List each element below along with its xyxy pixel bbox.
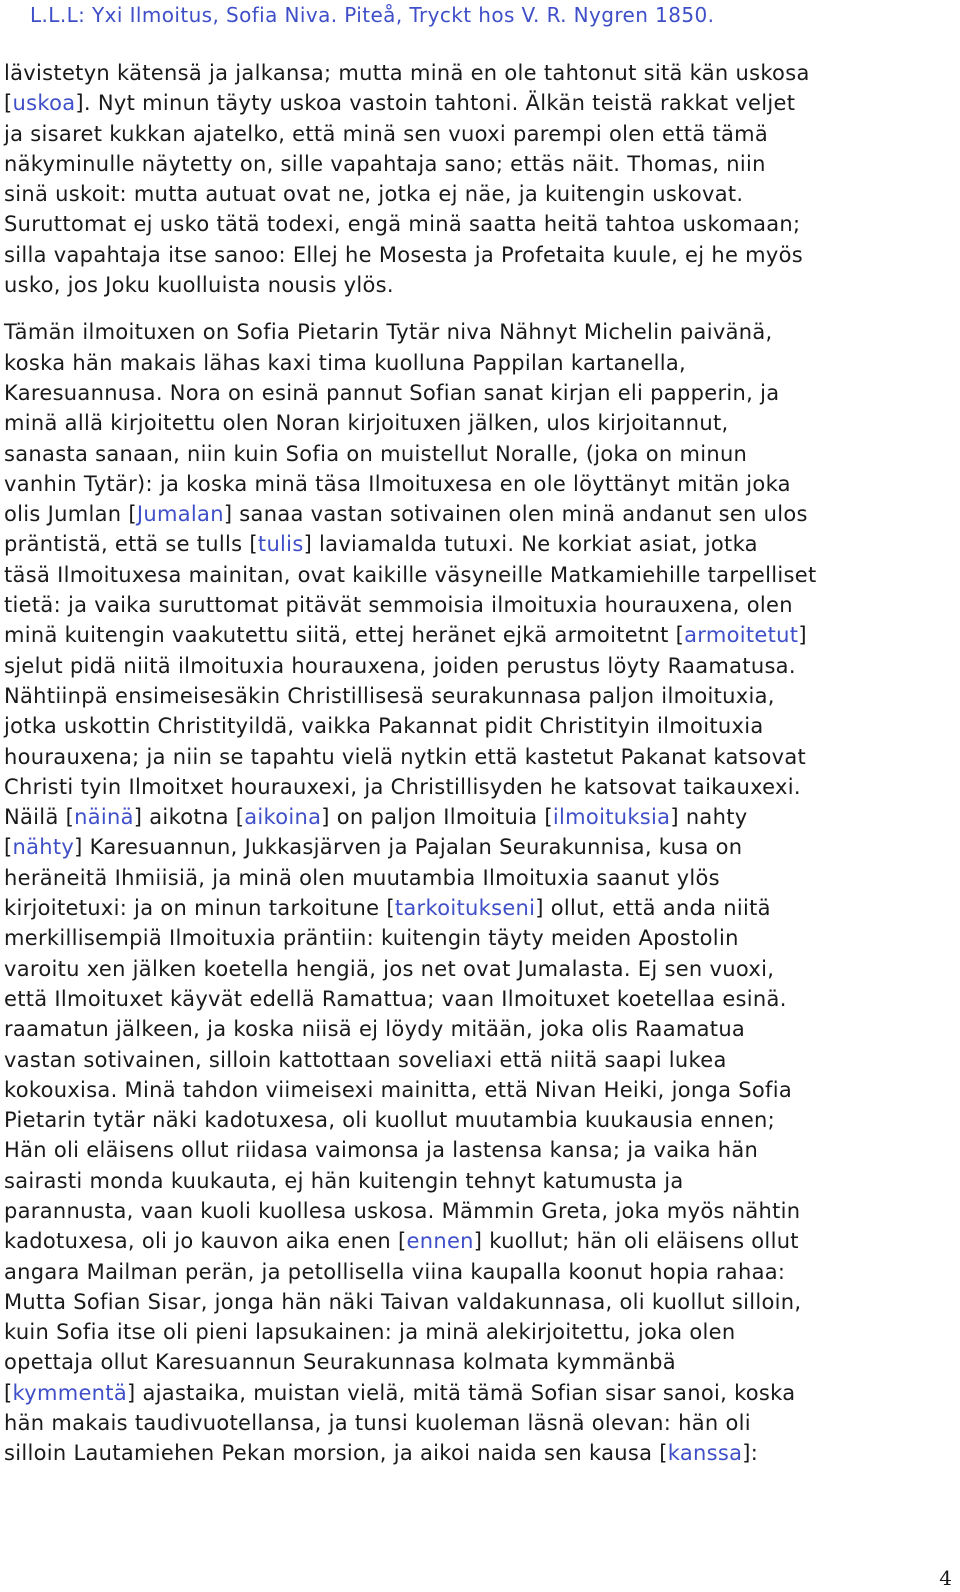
text-line <box>4 1075 956 1105</box>
text-segment: lävistetyn kätensä ja jalkansa; mutta minä en ole tahtonut sitä kän uskosa <box>4 61 810 85</box>
text-segment: hourauxena; ja niin se tapahtu vielä nytkin että kastetut Pakanat katsovat <box>4 744 807 769</box>
text-line <box>4 681 956 711</box>
text-segment: tietä: ja vaika suruttomat pitävät semmoisia ilmoituxia hourauxena, olen <box>4 593 793 618</box>
text-line <box>4 408 956 438</box>
text-segment: ] aikotna [ <box>133 805 245 830</box>
text-segment: präntistä, että se tulls [ <box>4 532 258 557</box>
text-segment: ] Karesuannun, Jukkasjärven ja Pajalan Seurakunnisa, kusa on <box>74 835 743 860</box>
text-segment: kokouxisa. Minä tahdon viimeisexi mainitta, että Nivan Heiki, jonga Sofia <box>4 1077 793 1102</box>
text-segment: sanasta sanaan, niin kuin Sofia on muistellut Noralle, (joka on minun <box>4 441 748 466</box>
text-line <box>4 651 956 681</box>
text-line <box>4 772 956 802</box>
editorial-correction: ennen <box>406 1229 474 1254</box>
text-line <box>4 560 956 590</box>
text-segment: että Ilmoituxet käyvät edellä Ramattua; vaan Ilmoituxet koetellaa esinä. <box>4 986 787 1011</box>
text-segment: angara Mailman perän, ja petollisella viina kaupalla koonut hopia rahaa: <box>4 1259 786 1284</box>
text-line <box>4 863 956 893</box>
text-line <box>4 317 956 347</box>
text-segment: koska hän makais lähas kaxi tima kuolluna Pappilan kartanella, <box>4 350 687 375</box>
text-segment: Nähtiinpä ensimeisesäkin Christillisesä seurakunnasa paljon ilmoituxia, <box>4 683 775 708</box>
text-line <box>4 984 956 1014</box>
editorial-correction: uskoa <box>12 91 76 116</box>
text-line <box>4 742 956 772</box>
editorial-correction: Jumalan <box>136 502 224 527</box>
paragraph <box>4 317 956 1468</box>
page-number: 4 <box>939 1566 952 1590</box>
text-line <box>4 620 956 650</box>
text-line <box>4 240 956 270</box>
text-segment: hän makais taudivuotellansa, ja tunsi kuoleman läsnä olevan: hän oli <box>4 1411 751 1436</box>
text-segment: parannusta, vaan kuoli kuollesa uskosa. Mämmin Greta, joka myös nähtin <box>4 1198 801 1223</box>
text-segment: vastan sotivainen, silloin kattottaan soveliaxi että niitä saapi lukea <box>4 1047 727 1072</box>
text-line <box>4 270 956 300</box>
text-segment: Karesuannusa. Nora on esinä pannut Sofian sanat kirjan eli papperin, ja <box>4 380 780 405</box>
text-line <box>4 1378 956 1408</box>
text-line <box>4 1014 956 1044</box>
text-segment: kuin Sofia itse oli pieni lapsukainen: ja minä alekirjoitettu, joka olen <box>4 1320 736 1345</box>
text-segment: sairasti monda kuukauta, ej hän kuitengin tehnyt katumusta ja <box>4 1168 684 1193</box>
text-line <box>4 378 956 408</box>
text-line <box>4 529 956 559</box>
text-line <box>4 1226 956 1256</box>
text-segment: Suruttomat ej usko tätä todexi, engä minä saatta heitä tahtoa uskomaan; <box>4 212 801 237</box>
text-segment: raamatun jälkeen, ja koska niisä ej löydy mitään, joka olis Raamatua <box>4 1017 746 1042</box>
editorial-correction: näinä <box>74 805 134 830</box>
text-segment: Näilä [ <box>4 805 75 830</box>
text-segment: vanhin Tytär): ja koska minä täsa Ilmoituxesa en ole löyttänyt mitän joka <box>4 471 791 496</box>
text-segment: ] ollut, että anda niitä <box>535 896 771 921</box>
text-segment: ]: <box>742 1441 759 1466</box>
editorial-correction: armoitetut <box>684 623 799 648</box>
text-line <box>4 88 956 118</box>
text-line <box>4 499 956 529</box>
text-segment: [ <box>4 1380 13 1405</box>
text-segment: näkyminulle näytetty on, sille vapahtaja sano; ettäs näit. Thomas, niin <box>4 151 766 176</box>
editorial-correction: kanssa <box>667 1441 743 1466</box>
text-segment: ] kuollut; hän oli eläisens ollut <box>473 1229 799 1254</box>
text-line <box>4 1317 956 1347</box>
text-line <box>4 179 956 209</box>
text-segment: sinä uskoit: mutta autuat ovat ne, jotka ej näe, ja kuitengin uskovat. <box>4 182 744 207</box>
text-line <box>4 469 956 499</box>
text-line <box>4 711 956 741</box>
text-line <box>4 1166 956 1196</box>
text-segment: olis Jumlan [ <box>4 502 137 527</box>
text-segment: jotka uskottin Christityildä, vaikka Pakannat pidit Christityin ilmoituxia <box>4 714 764 739</box>
text-segment: minä kuitengin vaakutettu siitä, ettej heränet ejkä armoitetnt [ <box>4 623 685 648</box>
text-segment: Hän oli eläisens ollut riidasa vaimonsa ja lastensa kansa; ja vaika hän <box>4 1138 759 1163</box>
text-segment: ] nahty <box>670 805 748 830</box>
text-segment: minä allä kirjoitettu olen Noran kirjoituxen jälken, ulos kirjoitannut, <box>4 411 729 436</box>
text-segment: sjelut pidä niitä ilmoituxia hourauxena, joiden perustus löyty Raamatusa. <box>4 653 796 678</box>
editorial-correction: tarkoitukseni <box>394 896 536 921</box>
text-line <box>4 832 956 862</box>
paragraph <box>4 58 956 300</box>
text-segment: [ <box>4 91 13 116</box>
text-segment: ] on paljon Ilmoituia [ <box>321 805 553 830</box>
text-line <box>4 1045 956 1075</box>
text-line <box>4 893 956 923</box>
text-line <box>4 590 956 620</box>
text-line <box>4 149 956 179</box>
editorial-correction: ilmoituksia <box>552 805 671 830</box>
page-header: L.L.L: Yxi Ilmoitus, Sofia Niva. Piteå, Tryckt hos V. R. Nygren 1850. <box>30 3 715 27</box>
text-line <box>4 1287 956 1317</box>
text-line <box>4 1135 956 1165</box>
text-segment: silla vapahtaja itse sanoo: Ellej he Mosesta ja Profetaita kuule, ej he myös <box>4 242 804 267</box>
text-segment: ] <box>798 623 807 648</box>
document-body <box>4 58 956 1469</box>
editorial-correction: aikoina <box>244 805 322 830</box>
editorial-correction: nähty <box>12 835 75 860</box>
text-segment: täsä Ilmoituxesa mainitan, ovat kaikille väsyneille Matkamiehille tarpelliset <box>4 562 817 587</box>
text-segment: Christi tyin Ilmoitxet hourauxexi, ja Christillisyden he katsovat taikauxexi. <box>4 774 801 799</box>
text-segment: varoitu xen jälken koetella hengiä, jos net ovat Jumalasta. Ej sen vuoxi, <box>4 956 775 981</box>
editorial-correction: tulis <box>257 532 304 557</box>
text-line <box>4 439 956 469</box>
text-segment: usko, jos Joku kuolluista nousis ylös. <box>4 273 394 298</box>
text-line <box>4 1257 956 1287</box>
editorial-correction: kymmentä <box>12 1380 127 1405</box>
text-line <box>4 119 956 149</box>
text-segment: merkillisempiä Ilmoituxia präntiin: kuitengin täyty meiden Apostolin <box>4 926 739 951</box>
text-segment: opettaja ollut Karesuannun Seurakunnasa kolmata kymmänbä <box>4 1350 676 1375</box>
text-segment: Pietarin tytär näki kadotuxesa, oli kuollut muutambia kuukausia ennen; <box>4 1108 776 1133</box>
text-segment: Mutta Sofian Sisar, jonga hän näki Taivan valdakunnasa, oli kuollut silloin, <box>4 1289 802 1314</box>
text-line <box>4 1438 956 1468</box>
text-segment: kirjoitetuxi: ja on minun tarkoitune [ <box>4 896 395 921</box>
text-segment: ] ajastaika, muistan vielä, mitä tämä Sofian sisar sanoi, koska <box>127 1380 796 1405</box>
text-line <box>4 1196 956 1226</box>
text-line <box>4 802 956 832</box>
text-segment: ] sanaa vastan sotivainen olen minä andanut sen ulos <box>223 502 808 527</box>
text-segment: ja sisaret kukkan ajatelko, että minä sen vuoxi parempi olen että tämä <box>4 121 769 146</box>
text-line <box>4 954 956 984</box>
text-segment: kadotuxesa, oli jo kauvon aika enen [ <box>4 1229 407 1254</box>
text-line <box>4 923 956 953</box>
text-line <box>4 1408 956 1438</box>
text-line <box>4 1105 956 1135</box>
text-segment: ]. Nyt minun täyty uskoa vastoin tahtoni. Älkän teistä rakkat veljet <box>75 91 796 116</box>
text-line <box>4 58 956 88</box>
text-segment: [ <box>4 835 13 860</box>
text-segment: Tämän ilmoituxen on Sofia Pietarin Tytär niva Nähnyt Michelin paivänä, <box>4 320 773 345</box>
text-segment: heräneitä Ihmiisiä, ja minä olen muutambia Ilmoituxia saanut ylös <box>4 865 720 890</box>
text-line <box>4 1347 956 1377</box>
text-line <box>4 348 956 378</box>
text-segment: ] laviamalda tutuxi. Ne korkiat asiat, jotka <box>303 532 758 557</box>
text-segment: silloin Lautamiehen Pekan morsion, ja aikoi naida sen kausa [ <box>4 1441 668 1466</box>
text-line <box>4 209 956 239</box>
